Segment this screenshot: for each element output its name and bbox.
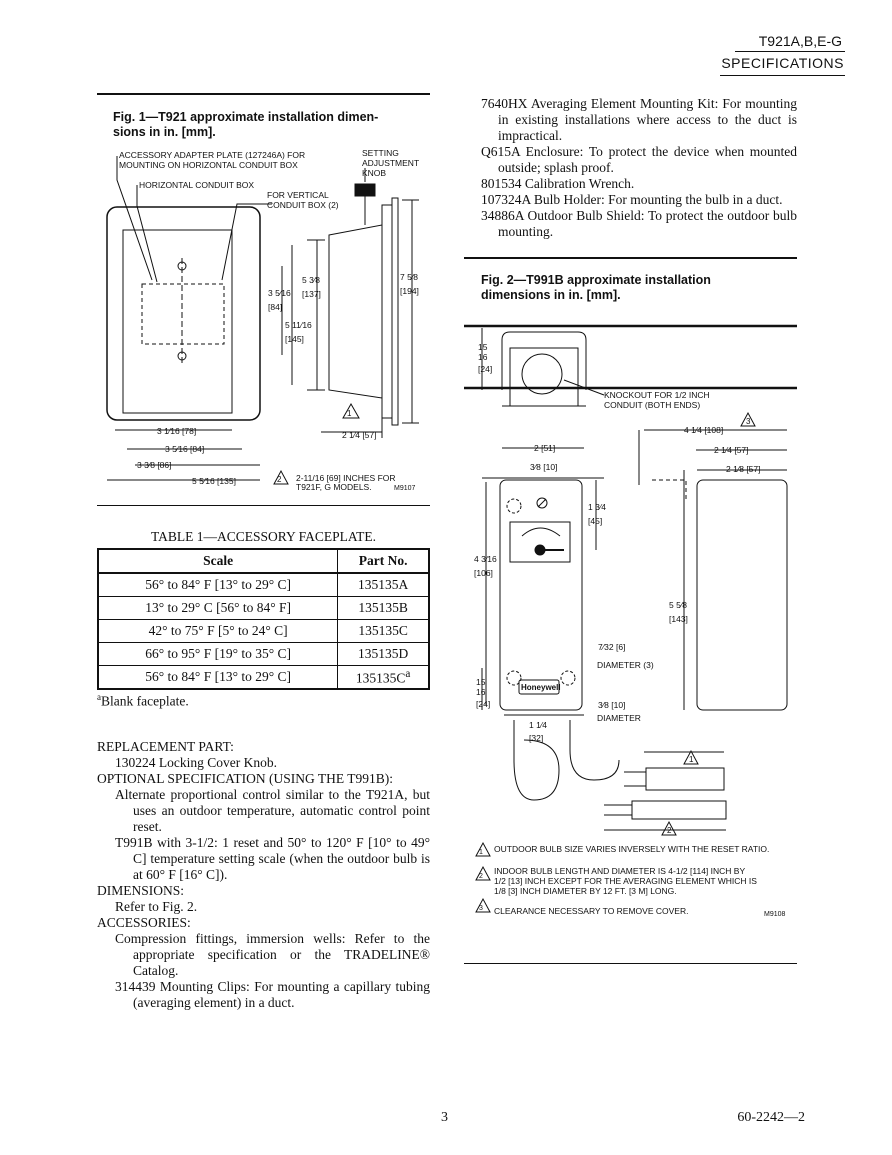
svg-text:3 3⁄8 [86]: 3 3⁄8 [86]	[137, 460, 172, 470]
fig1-code: M9107	[394, 485, 416, 492]
fig1-label-knob: KNOB	[362, 168, 387, 178]
svg-text:1: 1	[347, 409, 352, 418]
svg-text:[24]: [24]	[478, 364, 493, 374]
fig1-diagram	[97, 140, 432, 500]
section-heading: DIMENSIONS:	[97, 883, 185, 898]
svg-text:2 [51]: 2 [51]	[534, 443, 556, 453]
faceplate-outline	[107, 207, 260, 420]
table-cell-part: 135135D	[338, 643, 429, 666]
document-number: 60-2242—2	[737, 1110, 805, 1125]
svg-text:15: 15	[478, 342, 488, 352]
fig1-caption-line: sions in in. [mm].	[113, 125, 216, 139]
footnote-text: Blank faceplate.	[101, 693, 189, 709]
spec-item: 130224 Locking Cover Knob.	[115, 755, 277, 770]
spec-item: Alternate proportional control similar to the T921A, but uses an outdoor temperature, automatic control point reset.	[115, 787, 430, 834]
fig2-note: CLEARANCE NECESSARY TO REMOVE COVER.	[494, 906, 689, 916]
svg-text:2: 2	[277, 475, 282, 484]
svg-text:[143]: [143]	[669, 614, 688, 624]
table1-caption: TABLE 1—ACCESSORY FACEPLATE.	[150, 529, 377, 544]
fig1-label-knob: ADJUSTMENT	[362, 158, 420, 168]
t991b-front-case	[500, 480, 582, 710]
table-row	[98, 620, 429, 643]
header-divider	[720, 75, 845, 76]
outdoor-bulb	[646, 768, 724, 790]
fig2-note: OUTDOOR BULB SIZE VARIES INVERSELY WITH THE RESET RATIO.	[494, 844, 770, 854]
fig2-label-diameter: DIAMETER	[597, 713, 641, 723]
svg-text:3: 3	[746, 417, 751, 426]
accessory-faceplate-table	[97, 548, 430, 690]
table-cell-scale: 42° to 75° F [5° to 24° C]	[98, 620, 338, 643]
table-cell-part: 135135C	[338, 620, 429, 643]
accessory-item: 34886A Outdoor Bulb Shield: To protect the outdoor bulb mounting.	[481, 208, 797, 239]
svg-text:16: 16	[478, 352, 488, 362]
svg-text:[32]: [32]	[529, 733, 544, 743]
svg-text:3 1⁄16 [78]: 3 1⁄16 [78]	[157, 426, 197, 436]
fig2-caption	[481, 273, 711, 303]
page-number: 3	[441, 1110, 448, 1125]
brand-logo: Honeywell	[521, 683, 561, 692]
table-row	[98, 573, 429, 597]
svg-text:3⁄8 [10]: 3⁄8 [10]	[530, 462, 558, 472]
fig2-diagram	[464, 320, 799, 920]
spec-item: Refer to Fig. 2.	[115, 899, 198, 914]
right-spec-text	[481, 96, 797, 240]
svg-text:4 3⁄16: 4 3⁄16	[474, 554, 497, 564]
svg-text:4 1⁄4 [108]: 4 1⁄4 [108]	[684, 425, 724, 435]
svg-text:7 5⁄8: 7 5⁄8	[400, 272, 418, 282]
faceplate-inner	[123, 230, 232, 413]
spec-item: 314439 Mounting Clips: For mounting a capillary tubing (averaging element) in a duct.	[115, 979, 430, 1010]
table-cell-scale: 66° to 95° F [19° to 35° C]	[98, 643, 338, 666]
svg-text:15: 15	[476, 677, 486, 687]
part-number: 135135C	[355, 670, 406, 686]
svg-text:3⁄8 [10]: 3⁄8 [10]	[598, 700, 626, 710]
left-spec-text	[97, 739, 430, 1011]
table-cell-scale: 13° to 29° C [56° to 84° F]	[98, 597, 338, 620]
footnote-marker: a	[405, 667, 411, 680]
svg-text:[145]: [145]	[285, 334, 304, 344]
svg-text:[84]: [84]	[268, 302, 283, 312]
svg-text:2: 2	[667, 826, 672, 835]
svg-text:[106]: [106]	[474, 568, 493, 578]
svg-text:[137]: [137]	[302, 289, 321, 299]
fig1-caption	[113, 110, 378, 140]
accessory-item: 107324A Bulb Holder: For mounting the bulb in a duct.	[481, 192, 783, 207]
svg-text:3: 3	[479, 905, 483, 912]
fig2-code: M9108	[764, 911, 786, 918]
svg-text:16: 16	[476, 687, 486, 697]
svg-text:[45]: [45]	[588, 516, 603, 526]
svg-text:5 3⁄8: 5 3⁄8	[302, 275, 320, 285]
fig2-note: 1/8 [3] INCH DIAMETER BY 12 FT. [3 M] LONG.	[494, 886, 677, 896]
svg-text:2 1⁄4 [57]: 2 1⁄4 [57]	[714, 445, 749, 455]
svg-text:3 5⁄16 [84]: 3 5⁄16 [84]	[165, 444, 205, 454]
fig2-label-diameter: DIAMETER (3)	[597, 660, 654, 670]
svg-text:3 5⁄16: 3 5⁄16	[268, 288, 291, 298]
table-cell-scale: 56° to 84° F [13° to 29° C]	[98, 666, 338, 690]
svg-text:5 5⁄8: 5 5⁄8	[669, 600, 687, 610]
spec-item: Compression fittings, immersion wells: Refer to the appropriate specification or the TRADELINE® Catalog.	[115, 931, 430, 978]
table-header-row	[98, 549, 429, 573]
svg-text:[194]: [194]	[400, 286, 419, 296]
doc-model-title: T921A,B,E-G	[758, 33, 842, 49]
bulb-bracket	[502, 332, 586, 390]
svg-text:[24]: [24]	[476, 699, 491, 709]
side-housing	[329, 225, 382, 398]
fig2-note: INDOOR BULB LENGTH AND DIAMETER IS 4-1/2 [114] INCH BY	[494, 866, 746, 876]
spec-item: T991B with 3-1/2: 1 reset and 50° to 120° F [10° to 49° C] temperature setting scale (when the outdoor bulb is at 60° F [16° C]).	[115, 835, 430, 882]
svg-text:2 1⁄4 [57]: 2 1⁄4 [57]	[342, 430, 377, 440]
accessory-item: 801534 Calibration Wrench.	[481, 176, 635, 191]
section-heading: REPLACEMENT PART:	[97, 739, 234, 754]
fig1-caption-line: Fig. 1—T921 approximate installation dimen-	[113, 110, 379, 124]
fig1-label-adapter: ACCESSORY ADAPTER PLATE (127246A) FOR	[119, 150, 306, 160]
svg-text:1: 1	[479, 849, 483, 856]
fig1-label-vertical-box: FOR VERTICAL	[267, 190, 329, 200]
fig1-note: T921F, G MODELS.	[296, 482, 372, 492]
footnote-marker: a	[97, 692, 101, 702]
svg-text:5 11⁄16: 5 11⁄16	[285, 320, 312, 330]
table-cell-part: 135135B	[338, 597, 429, 620]
t991b-side-case	[697, 480, 787, 710]
svg-text:2 1⁄8 [57]: 2 1⁄8 [57]	[726, 464, 761, 474]
side-plate	[382, 205, 392, 418]
table-row	[98, 597, 429, 620]
fig1-label-adapter: MOUNTING ON HORIZONTAL CONDUIT BOX	[119, 160, 298, 170]
fig2-bottom-rule	[464, 963, 797, 964]
table-row	[98, 666, 429, 690]
adjustment-knob-icon	[355, 184, 375, 196]
table-row	[98, 643, 429, 666]
fig1-label-horizontal-box: HORIZONTAL CONDUIT BOX	[139, 180, 255, 190]
fig2-top-rule	[464, 257, 797, 259]
svg-text:7⁄32 [6]: 7⁄32 [6]	[598, 642, 626, 652]
svg-text:1: 1	[689, 755, 694, 764]
table-cell-part	[338, 666, 429, 690]
fig2-caption-line: dimensions in in. [mm].	[481, 288, 621, 302]
svg-text:1 1⁄4: 1 1⁄4	[529, 720, 547, 730]
fig1-bottom-rule	[97, 505, 430, 506]
accessory-item: Q615A Enclosure: To protect the device when mounted outside; splash proof.	[481, 144, 797, 175]
fig1-label-knob: SETTING	[362, 148, 399, 158]
fig2-label-knockout: KNOCKOUT FOR 1/2 INCH	[604, 390, 710, 400]
table1-footnote	[97, 692, 189, 710]
conduit-box-outline	[142, 284, 224, 344]
svg-text:5 5⁄16 [135]: 5 5⁄16 [135]	[192, 476, 236, 486]
indoor-bulb	[632, 801, 726, 819]
fig2-label-knockout: CONDUIT (BOTH ENDS)	[604, 400, 701, 410]
header-divider	[735, 51, 845, 52]
fig1-label-vertical-box: CONDUIT BOX (2)	[267, 200, 339, 210]
fig1-top-rule	[97, 93, 430, 95]
table-cell-scale: 56° to 84° F [13° to 29° C]	[98, 573, 338, 597]
section-heading: OPTIONAL SPECIFICATION (USING THE T991B):	[97, 771, 394, 786]
doc-section-title: SPECIFICATIONS	[721, 55, 844, 71]
section-heading: ACCESSORIES:	[97, 915, 191, 930]
table-header-scale: Scale	[98, 549, 338, 573]
fig2-note: 1/2 [13] INCH EXCEPT FOR THE AVERAGING ELEMENT WHICH IS	[494, 876, 757, 886]
svg-text:1 3⁄4: 1 3⁄4	[588, 502, 606, 512]
table-header-part: Part No.	[338, 549, 429, 573]
svg-text:2: 2	[479, 873, 483, 880]
table-cell-part: 135135A	[338, 573, 429, 597]
accessory-item: 7640HX Averaging Element Mounting Kit: For mounting in existing installations where access to the duct is impractical.	[481, 96, 797, 143]
fig2-caption-line: Fig. 2—T991B approximate installation	[481, 273, 711, 287]
fig1-note: 2-11/16 [69] INCHES FOR	[296, 473, 396, 483]
